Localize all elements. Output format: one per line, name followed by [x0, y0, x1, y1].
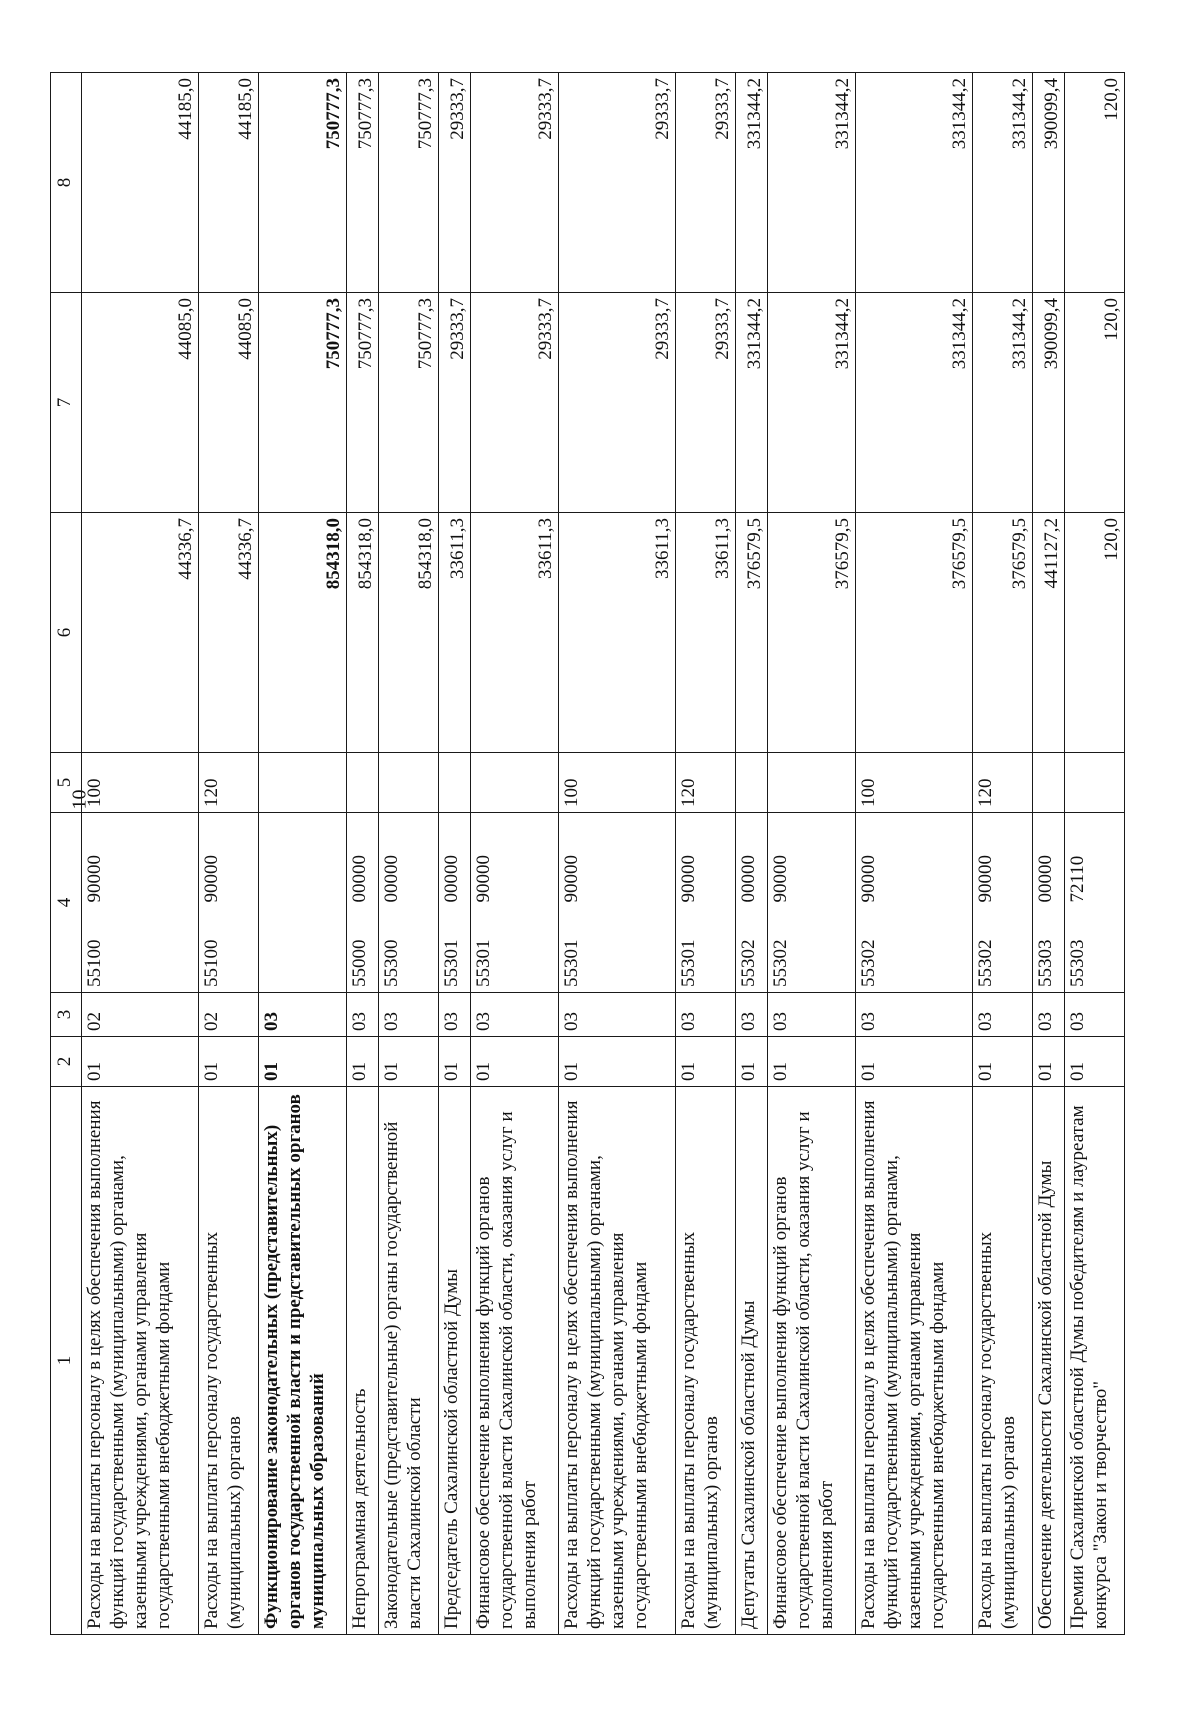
subsection-code-cell: 03	[1032, 993, 1064, 1037]
subsection-code-cell: 03	[767, 993, 855, 1037]
amount-col6-cell: 376579,5	[735, 513, 767, 753]
rotated-page	[50, 73, 1125, 1635]
target-article-part1: 55302	[769, 939, 791, 987]
table-row	[378, 73, 438, 1635]
col-header: 1	[51, 1087, 82, 1635]
section-code-cell: 01	[258, 1037, 346, 1087]
subsection-code-cell: 02	[198, 993, 258, 1037]
amount-col8-cell: 120,0	[1064, 73, 1124, 293]
target-article-cell	[82, 813, 199, 993]
section-code-cell: 01	[82, 1037, 199, 1087]
amount-col7-cell: 44085,0	[82, 293, 199, 513]
expense-type-cell: 100	[82, 753, 199, 813]
expense-type-cell	[470, 753, 558, 813]
header-row	[51, 73, 82, 1635]
section-code-cell: 01	[856, 1037, 973, 1087]
target-article-part2: 90000	[858, 855, 880, 903]
section-code-cell: 01	[198, 1037, 258, 1087]
budget-table	[50, 72, 1125, 1635]
amount-col7-cell: 29333,7	[470, 293, 558, 513]
section-code-cell: 01	[439, 1037, 471, 1087]
col-header: 3	[51, 993, 82, 1037]
expense-type-cell	[1064, 753, 1124, 813]
target-article-part2: 90000	[472, 855, 494, 903]
section-code-cell: 01	[347, 1037, 379, 1087]
target-article-part1: 55302	[737, 939, 759, 987]
amount-col6-cell: 376579,5	[856, 513, 973, 753]
row-name-cell: Расходы на выплаты персоналу в целях обеспечения выполнения функций государственными (муниципальными) органами, казенными учреждениями, органами управления государственными внебюджетными фондами	[82, 1087, 199, 1635]
expense-type-cell	[258, 753, 346, 813]
row-name-cell: Непрограммная деятельность	[347, 1087, 379, 1635]
amount-col7-cell: 29333,7	[439, 293, 471, 513]
subsection-code-cell: 03	[470, 993, 558, 1037]
expense-type-cell: 100	[856, 753, 973, 813]
table-row	[439, 73, 471, 1635]
row-name-cell: Финансовое обеспечение выполнения функций органов государственной власти Сахалинской области, оказания услуг и выполнения работ	[470, 1087, 558, 1635]
amount-col8-cell: 750777,3	[347, 73, 379, 293]
expense-type-cell: 120	[675, 753, 735, 813]
col-header: 5	[51, 753, 82, 813]
amount-col8-cell: 750777,3	[378, 73, 438, 293]
target-article-part1: 55300	[380, 939, 402, 987]
table-row	[258, 73, 346, 1635]
expense-type-cell: 120	[972, 753, 1032, 813]
table-row	[347, 73, 379, 1635]
amount-col6-cell: 44336,7	[198, 513, 258, 753]
table-row	[470, 73, 558, 1635]
expense-type-cell	[735, 753, 767, 813]
section-code-cell: 01	[735, 1037, 767, 1087]
amount-col6-cell: 33611,3	[675, 513, 735, 753]
target-article-part1: 55301	[441, 939, 463, 987]
row-name-cell: Законодательные (представительные) органы государственной власти Сахалинской области	[378, 1087, 438, 1635]
amount-col6-cell: 376579,5	[972, 513, 1032, 753]
table-row	[675, 73, 735, 1635]
amount-col6-cell: 33611,3	[559, 513, 676, 753]
row-name-cell: Расходы на выплаты персоналу государственных (муниципальных) органов	[972, 1087, 1032, 1635]
amount-col8-cell: 331344,2	[735, 73, 767, 293]
amount-col6-cell: 854318,0	[378, 513, 438, 753]
amount-col7-cell: 331344,2	[735, 293, 767, 513]
section-code-cell: 01	[559, 1037, 676, 1087]
table-row	[856, 73, 973, 1635]
row-name-cell: Финансовое обеспечение выполнения функций органов государственной власти Сахалинской области, оказания услуг и выполнения работ	[767, 1087, 855, 1635]
target-article-part2: 90000	[769, 855, 791, 903]
target-article-cell	[439, 813, 471, 993]
amount-col8-cell: 29333,7	[675, 73, 735, 293]
subsection-code-cell: 03	[972, 993, 1032, 1037]
table-row	[972, 73, 1032, 1635]
subsection-code-cell: 03	[258, 993, 346, 1037]
target-article-cell	[675, 813, 735, 993]
amount-col6-cell: 120,0	[1064, 513, 1124, 753]
section-code-cell: 01	[470, 1037, 558, 1087]
amount-col6-cell: 33611,3	[439, 513, 471, 753]
target-article-part2: 00000	[737, 855, 759, 903]
target-article-part1: 55303	[1066, 939, 1088, 987]
expense-type-cell	[1032, 753, 1064, 813]
amount-col6-cell: 33611,3	[470, 513, 558, 753]
row-name-cell: Расходы на выплаты персоналу в целях обеспечения выполнения функций государственными (муниципальными) органами, казенными учреждениями, органами управления государственными внебюджетными фондами	[856, 1087, 973, 1635]
col-header: 4	[51, 813, 82, 993]
subsection-code-cell: 03	[347, 993, 379, 1037]
amount-col7-cell: 120,0	[1064, 293, 1124, 513]
row-name-cell: Депутаты Сахалинской областной Думы	[735, 1087, 767, 1635]
amount-col7-cell: 331344,2	[856, 293, 973, 513]
target-article-part2: 00000	[349, 855, 371, 903]
subsection-code-cell: 03	[1064, 993, 1124, 1037]
amount-col7-cell: 390099,4	[1032, 293, 1064, 513]
col-header: 7	[51, 293, 82, 513]
amount-col7-cell: 29333,7	[675, 293, 735, 513]
row-name-cell: Расходы на выплаты персоналу государственных (муниципальных) органов	[198, 1087, 258, 1635]
row-name-cell: Обеспечение деятельности Сахалинской областной Думы	[1032, 1087, 1064, 1635]
expense-type-cell: 100	[559, 753, 676, 813]
amount-col7-cell: 750777,3	[347, 293, 379, 513]
target-article-part2: 90000	[561, 855, 583, 903]
subsection-code-cell: 03	[856, 993, 973, 1037]
amount-col8-cell: 331344,2	[972, 73, 1032, 293]
amount-col6-cell: 854318,0	[258, 513, 346, 753]
target-article-part1: 55100	[84, 939, 105, 987]
amount-col8-cell: 750777,3	[258, 73, 346, 293]
target-article-part1: 55303	[1034, 939, 1056, 987]
expense-type-cell	[378, 753, 438, 813]
target-article-part2: 00000	[441, 855, 463, 903]
col-header: 2	[51, 1037, 82, 1087]
subsection-code-cell: 03	[559, 993, 676, 1037]
table-row	[82, 73, 199, 1635]
table-row	[735, 73, 767, 1635]
section-code-cell: 01	[378, 1037, 438, 1087]
target-article-part2: 72110	[1066, 855, 1088, 903]
expense-type-cell	[347, 753, 379, 813]
section-code-cell: 01	[767, 1037, 855, 1087]
amount-col6-cell: 441127,2	[1032, 513, 1064, 753]
target-article-part1: 55100	[200, 939, 222, 987]
page-number: 10	[68, 789, 91, 810]
target-article-part1: 55000	[349, 939, 371, 987]
section-code-cell: 01	[675, 1037, 735, 1087]
target-article-cell	[378, 813, 438, 993]
target-article-part1: 55301	[677, 939, 699, 987]
amount-col6-cell: 854318,0	[347, 513, 379, 753]
table-body	[82, 73, 1125, 1635]
amount-col8-cell: 29333,7	[559, 73, 676, 293]
target-article-cell	[347, 813, 379, 993]
target-article-cell	[767, 813, 855, 993]
amount-col7-cell: 29333,7	[559, 293, 676, 513]
table-row	[198, 73, 258, 1635]
table-row	[767, 73, 855, 1635]
expense-type-cell: 120	[198, 753, 258, 813]
col-header: 6	[51, 513, 82, 753]
expense-type-cell	[439, 753, 471, 813]
row-name-cell: Премии Сахалинской областной Думы победителям и лауреатам конкурса "Закон и творчество"	[1064, 1087, 1124, 1635]
amount-col7-cell: 331344,2	[972, 293, 1032, 513]
row-name-cell: Председатель Сахалинской областной Думы	[439, 1087, 471, 1635]
subsection-code-cell: 03	[439, 993, 471, 1037]
target-article-part1: 55302	[858, 939, 880, 987]
amount-col7-cell: 44085,0	[198, 293, 258, 513]
target-article-part2: 90000	[974, 855, 996, 903]
row-name-cell: Расходы на выплаты персоналу государственных (муниципальных) органов	[675, 1087, 735, 1635]
target-article-part2: 90000	[677, 855, 699, 903]
target-article-part2: 90000	[200, 855, 222, 903]
amount-col8-cell: 44185,0	[82, 73, 199, 293]
target-article-cell	[1032, 813, 1064, 993]
row-name-cell: Функционирование законодательных (представительных) органов государственной власти и представительных органов муниципальных образований	[258, 1087, 346, 1635]
target-article-cell	[559, 813, 676, 993]
target-article-part1: 55301	[561, 939, 583, 987]
target-article-cell	[856, 813, 973, 993]
target-article-part2: 00000	[1034, 855, 1056, 903]
amount-col8-cell: 29333,7	[439, 73, 471, 293]
amount-col8-cell: 331344,2	[856, 73, 973, 293]
col-header: 8	[51, 73, 82, 293]
amount-col6-cell: 376579,5	[767, 513, 855, 753]
target-article-cell	[198, 813, 258, 993]
target-article-part1: 55301	[472, 939, 494, 987]
table-row	[559, 73, 676, 1635]
section-code-cell: 01	[1064, 1037, 1124, 1087]
expense-type-cell	[767, 753, 855, 813]
amount-col8-cell: 331344,2	[767, 73, 855, 293]
amount-col6-cell: 44336,7	[82, 513, 199, 753]
section-code-cell: 01	[1032, 1037, 1064, 1087]
amount-col8-cell: 390099,4	[1032, 73, 1064, 293]
section-code-cell: 01	[972, 1037, 1032, 1087]
table-row	[1064, 73, 1124, 1635]
target-article-part1: 55302	[974, 939, 996, 987]
amount-col7-cell: 750777,3	[378, 293, 438, 513]
row-name-cell: Расходы на выплаты персоналу в целях обеспечения выполнения функций государственными (муниципальными) органами, казенными учреждениями, органами управления государственными внебюджетными фондами	[559, 1087, 676, 1635]
target-article-cell	[972, 813, 1032, 993]
subsection-code-cell: 02	[82, 993, 199, 1037]
amount-col7-cell: 331344,2	[767, 293, 855, 513]
target-article-cell	[1064, 813, 1124, 993]
target-article-cell	[470, 813, 558, 993]
target-article-cell	[735, 813, 767, 993]
target-article-part2: 90000	[84, 855, 105, 903]
subsection-code-cell: 03	[735, 993, 767, 1037]
amount-col8-cell: 44185,0	[198, 73, 258, 293]
amount-col8-cell: 29333,7	[470, 73, 558, 293]
subsection-code-cell: 03	[378, 993, 438, 1037]
subsection-code-cell: 03	[675, 993, 735, 1037]
target-article-part2: 00000	[380, 855, 402, 903]
table-row	[1032, 73, 1064, 1635]
target-article-cell	[258, 813, 346, 993]
amount-col7-cell: 750777,3	[258, 293, 346, 513]
